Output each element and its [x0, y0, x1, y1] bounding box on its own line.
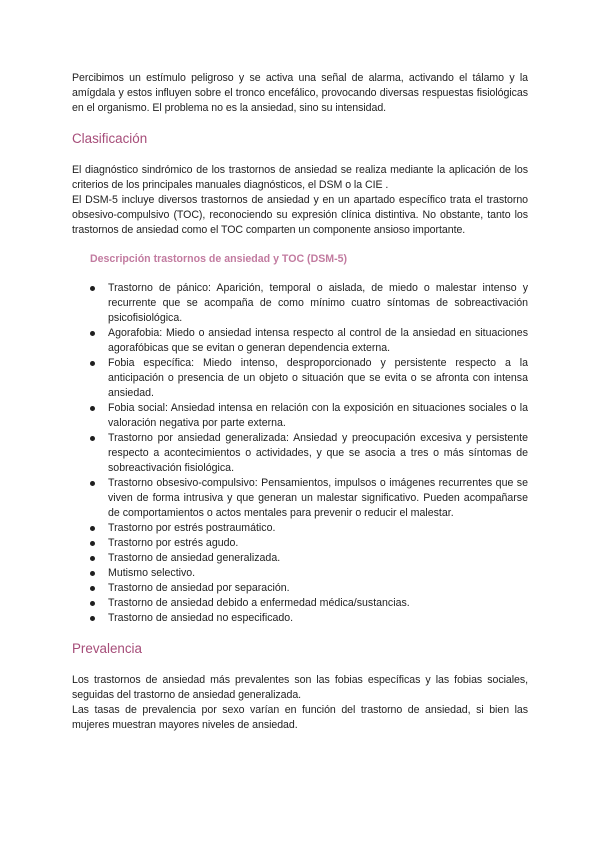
list-item-text: Trastorno de ansiedad generalizada. [108, 552, 281, 564]
bullet-icon [90, 481, 95, 486]
list-item [72, 476, 528, 521]
bullet-icon [90, 601, 95, 606]
list-item [72, 521, 528, 536]
classification-paragraph-1: El diagnóstico sindrómico de los trastornos de ansiedad se realiza mediante la aplicación de los criterios de los principales manuales diagnósticos, el DSM o la CIE . [72, 164, 528, 191]
bullet-icon [90, 541, 95, 546]
disorder-list [72, 281, 528, 626]
list-item-text: Fobia específica: Miedo intenso, desproporcionado y persistente respecto a la anticipación o presencia de un objeto o situación que se evita o se afronta con intensa ansiedad. [108, 357, 528, 399]
bullet-icon [90, 586, 95, 591]
bullet-icon [90, 286, 95, 291]
list-item [72, 401, 528, 431]
prevalence-paragraph-1: Los trastornos de ansiedad más prevalentes son las fobias específicas y las fobias sociales, seguidas del trastorno de ansiedad generalizada. [72, 674, 528, 701]
list-item [72, 581, 528, 596]
list-item-text: Trastorno por estrés agudo. [108, 537, 239, 549]
list-item-text: Agorafobia: Miedo o ansiedad intensa respecto al control de la ansiedad en situaciones agorafóbicas que se evitan o generan dependencia externa. [108, 327, 528, 354]
list-item-text: Fobia social: Ansiedad intensa en relación con la exposición en situaciones sociales o la valoración negativa por parte externa. [108, 402, 528, 429]
bullet-icon [90, 571, 95, 576]
list-item-text: Trastorno obsesivo-compulsivo: Pensamientos, impulsos o imágenes recurrentes que se viven de forma intrusiva y que generan un malestar significativo. Pueden acompañarse de comportamientos o actos mentales para prevenir o reducir el malestar. [108, 477, 528, 519]
bullet-icon [90, 556, 95, 561]
list-item-text: Mutismo selectivo. [108, 567, 196, 579]
list-item [72, 551, 528, 566]
list-item-text: Trastorno por ansiedad generalizada: Ansiedad y preocupación excesiva y persistente respecto a acontecimientos o actividades, y que se asocia a tres o más síntomas de sobreactivación fisiológica. [108, 432, 528, 474]
page-content [72, 71, 528, 733]
bullet-icon [90, 406, 95, 411]
bullet-icon [90, 436, 95, 441]
list-item [72, 356, 528, 401]
list-item [72, 281, 528, 326]
prevalence-paragraph-2: Las tasas de prevalencia por sexo varían en función del trastorno de ansiedad, si bien las mujeres muestran mayores niveles de ansiedad. [72, 704, 528, 731]
bullet-icon [90, 361, 95, 366]
list-item-text: Trastorno de ansiedad debido a enfermedad médica/sustancias. [108, 597, 410, 609]
list-item [72, 326, 528, 356]
list-item [72, 596, 528, 611]
prevalence-heading: Prevalencia [72, 641, 142, 656]
bullet-icon [90, 526, 95, 531]
list-item [72, 566, 528, 581]
list-item [72, 536, 528, 551]
list-item-text: Trastorno por estrés postraumático. [108, 522, 276, 534]
list-item-text: Trastorno de ansiedad por separación. [108, 582, 290, 594]
list-item [72, 431, 528, 476]
intro-paragraph: Percibimos un estímulo peligroso y se activa una señal de alarma, activando el tálamo y la amígdala y estos influyen sobre el tronco encefálico, provocando diversas respuestas fisiológicas en el organismo. El problema no es la ansiedad, sino su intensidad. [72, 72, 528, 114]
bullet-icon [90, 331, 95, 336]
dsm5-subheading: Descripción trastornos de ansiedad y TOC (DSM-5) [90, 253, 348, 265]
list-item-text: Trastorno de pánico: Aparición, temporal o aislada, de miedo o malestar intenso y recurrente que se acompaña de como mínimo cuatro síntomas de sobreactivación psicofisiológica. [108, 282, 528, 324]
classification-heading: Clasificación [72, 131, 148, 146]
list-item-text: Trastorno de ansiedad no especificado. [108, 612, 294, 624]
bullet-icon [90, 616, 95, 621]
classification-paragraph-2: El DSM-5 incluye diversos trastornos de ansiedad y en un apartado específico trata el trastorno obsesivo-compulsivo (TOC), reconociendo su expresión clínica distintiva. No obstante, tanto los trastornos de ansiedad como el TOC comparten un componente ansioso importante. [72, 194, 528, 236]
list-item [72, 611, 528, 626]
